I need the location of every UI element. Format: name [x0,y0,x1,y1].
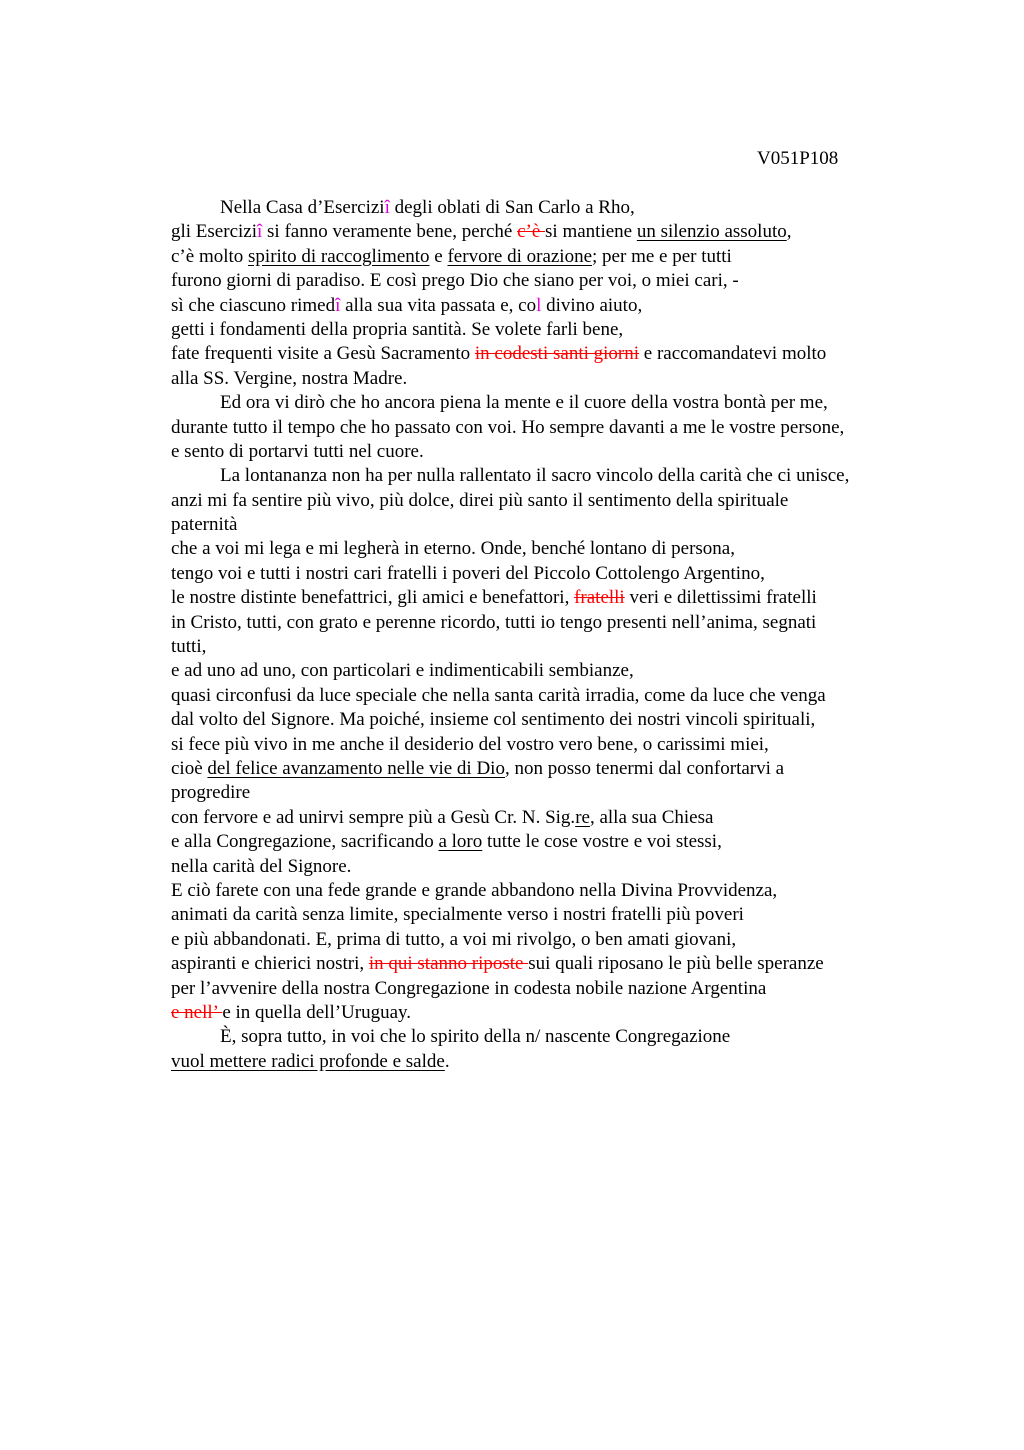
text-line [171,952,931,976]
underlined-text: re [575,806,590,828]
text-line: dal volto del Signore. Ma poiché, insieme col sentimento dei nostri vincoli spirituali, [171,709,816,731]
text-run: si mantiene [545,221,637,243]
underlined-text: un silenzio assoluto [636,221,787,243]
text-run: le nostre distinte benefattrici, gli amici e benefattori, [171,587,575,609]
text-run: tutte le cose vostre e voi stessi, [482,831,722,853]
text-line: animati da carità senza limite, specialmente verso i nostri fratelli più poveri [171,904,744,926]
text-line [171,245,931,269]
text-line [171,294,931,318]
deleted-text: fratelli [574,587,625,609]
text-run: c’è molto [171,245,249,267]
text-line [171,342,931,366]
text-line: La lontananza non ha per nulla rallentato il sacro vincolo della carità che ci unisce, [220,465,850,487]
text-line: nella carità del Signore. [171,855,352,877]
text-run: si fanno veramente bene, perché [262,221,518,243]
text-line [171,806,931,830]
deleted-text: in codesti santi giorni [474,343,640,365]
text-line [171,196,931,220]
text-run: , non posso tenermi dal confortarvi a [504,757,785,779]
text-line: furono giorni di paradiso. E così prego Dio che siano per voi, o miei cari, - [171,270,739,292]
underlined-text: del felice avanzamento nelle vie di Dio [207,757,505,779]
text-line [171,757,931,781]
text-run: veri e dilettissimi fratelli [624,587,817,609]
text-line: e più abbandonati. E, prima di tutto, a voi mi rivolgo, o ben amati giovani, [171,928,737,950]
deleted-text: e nell’ [171,1001,223,1023]
inserted-letter: l [536,294,542,316]
text-run: e raccomandatevi molto [639,343,827,365]
text-run: con fervore e ad unirvi sempre più a Gesù Cr. N. Sig. [171,806,576,828]
text-line: durante tutto il tempo che ho passato con voi. Ho sempre davanti a me le vostre persone, [171,416,845,438]
inserted-accent: î [384,197,390,218]
text-run: e alla Congregazione, sacrificando [171,831,439,853]
text-line: Ed ora vi dirò che ho ancora piena la mente e il cuore della vostra bontà per me, [220,392,828,414]
text-line: getti i fondamenti della propria santità. Se volete farli bene, [171,318,624,340]
text-run: e in quella dell’Uruguay. [222,1001,412,1023]
underlined-text: a loro [438,831,483,853]
text-line: che a voi mi lega e mi legherà in eterno. Onde, benché lontano di persona, [171,538,735,560]
text-run: . [444,1050,450,1072]
text-line: È, sopra tutto, in voi che lo spirito della n/ nascente Congregazione [220,1026,731,1048]
text-run: sì che ciascuno rimed [171,294,336,316]
text-run: , [786,221,792,243]
inserted-accent: î [257,221,263,243]
text-run: cioè [171,757,208,779]
text-line [171,830,931,854]
text-line: in Cristo, tutti, con grato e perenne ricordo, tutti io tengo presenti nell’anima, segnati [171,611,817,633]
text-run: alla sua vita passata e, co [340,294,537,316]
text-run: ; per me e per tutti [592,245,732,267]
letter-body [171,196,931,1074]
text-line [171,1001,931,1025]
text-run: gli Esercizi [171,221,257,243]
text-line: E ciò farete con una fede grande e grande abbandono nella Divina Provvidenza, [171,879,778,901]
underlined-text: vuol mettere radici profonde e salde [171,1050,445,1072]
text-run: e [429,245,448,267]
text-run: Nella Casa d’Esercizi [220,197,385,218]
text-line [171,586,931,610]
text-line: si fece più vivo in me anche il desiderio del vostro vero bene, o carissimi miei, [171,733,769,755]
underlined-text: fervore di orazione [447,245,593,267]
deleted-text: c’è [517,221,546,243]
text-run: , alla sua Chiesa [589,806,714,828]
text-line: tutti, [171,636,207,658]
text-line: paternità [171,514,238,536]
text-line [171,220,931,244]
text-line: e sento di portarvi tutti nel cuore. [171,440,424,462]
text-line: e ad uno ad uno, con particolari e indimenticabili sembianze, [171,660,634,682]
text-run: fate frequenti visite a Gesù Sacramento [171,343,475,365]
text-line: anzi mi fa sentire più vivo, più dolce, direi più santo il sentimento della spirituale [171,489,789,511]
text-run: aspiranti e chierici nostri, [171,953,369,975]
page-identifier: V051P108 [757,148,839,169]
text-line [171,1050,931,1074]
text-run: divino aiuto, [541,294,643,316]
text-line: per l’avvenire della nostra Congregazione in codesta nobile nazione Argentina [171,977,767,999]
inserted-accent: î [335,294,341,316]
text-run: degli oblati di San Carlo a Rho, [389,197,635,218]
underlined-text: spirito di raccoglimento [248,245,430,267]
text-line: alla SS. Vergine, nostra Madre. [171,367,408,389]
text-line: quasi circonfusi da luce speciale che nella santa carità irradia, come da luce che venga [171,684,826,706]
text-run: sui quali riposano le più belle speranze [528,953,824,975]
text-line: tengo voi e tutti i nostri cari fratelli i poveri del Piccolo Cottolengo Argentino, [171,562,765,584]
deleted-text: in qui stanno riposte [368,953,529,975]
text-line: progredire [171,782,251,804]
